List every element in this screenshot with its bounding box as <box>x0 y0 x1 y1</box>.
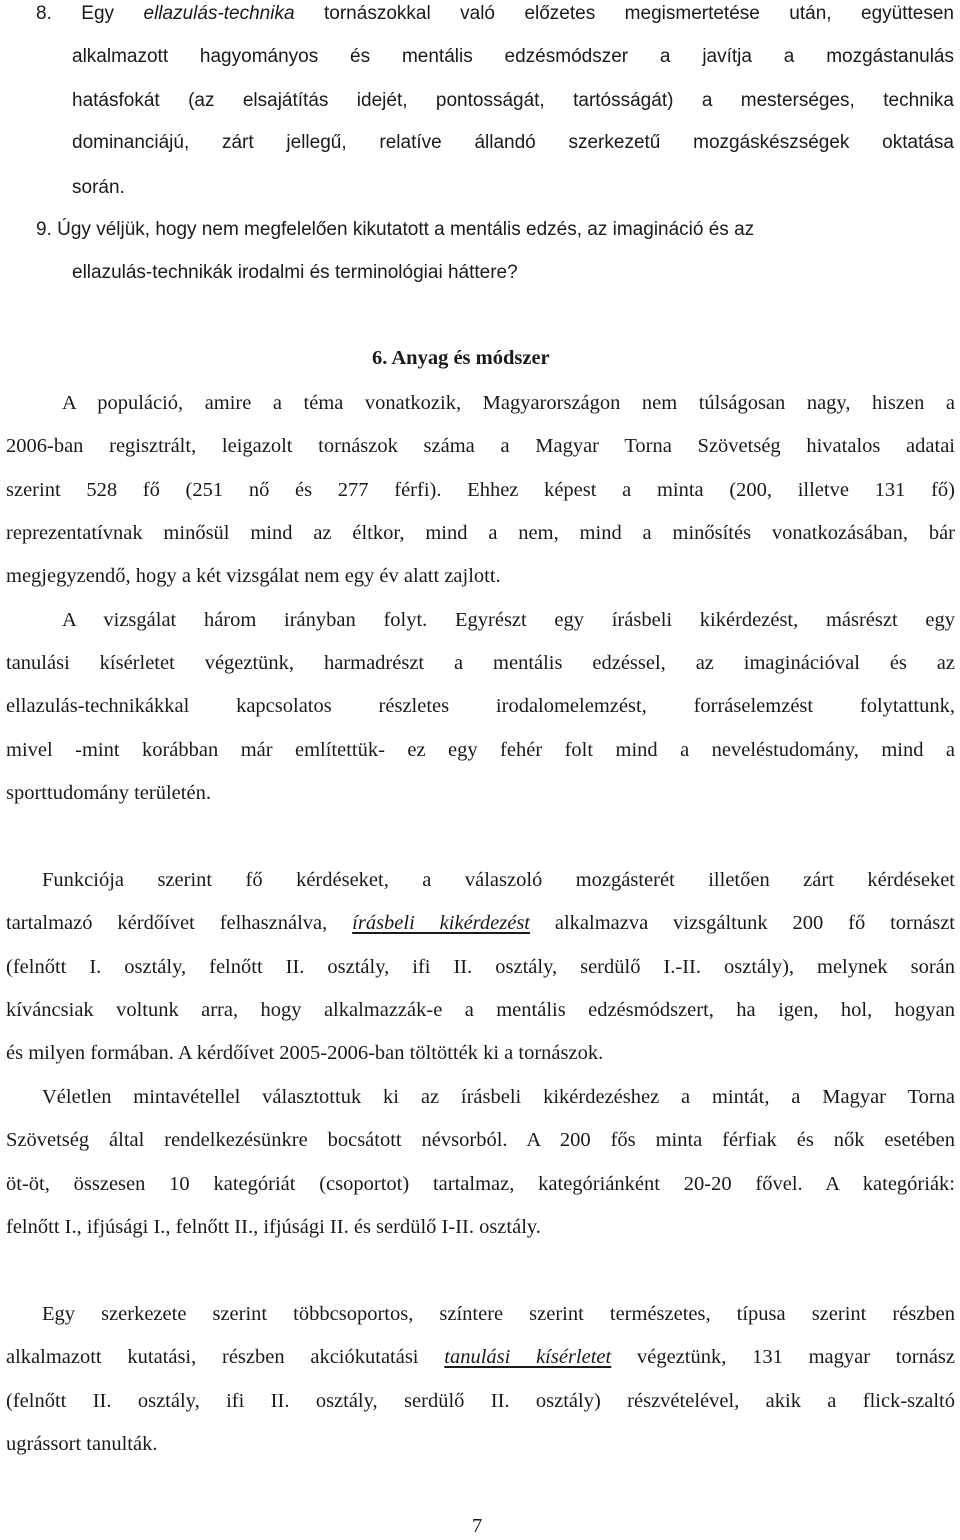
para-5-line-1: Egy szerkezete szerint többcsoportos, színtere szerint természetes, típusa szerint részben <box>42 1303 955 1325</box>
para-1-line-2: 2006-ban regisztrált, leigazolt tornászok száma a Magyar Torna Szövetség hivatalos adatai <box>6 435 955 457</box>
para-3-line-2-prefix: tartalmazó kérdőívet felhasználva, <box>6 912 353 934</box>
item-8-number-and-text: 8. Egy <box>36 3 144 24</box>
section-heading: 6. Anyag és módszer <box>372 347 550 369</box>
para-5-line-2-suffix: végeztünk, 131 magyar tornász <box>611 1346 955 1368</box>
para-4-line-1: Véletlen mintavétellel választottuk ki az írásbeli kikérdezéshez a mintát, a Magyar Torna <box>42 1086 955 1108</box>
para-3-line-3: (felnőtt I. osztály, felnőtt II. osztály, ifi II. osztály, serdülő I.-II. osztály), melynek során <box>6 956 955 978</box>
item-9-line-2: ellazulás-technikák irodalmi és terminológiai háttere? <box>72 262 518 283</box>
item-9-line-1: 9. Úgy véljük, hogy nem megfelelően kikutatott a mentális edzés, az imagináció és az <box>36 219 755 240</box>
item-8-italic-term: ellazulás-technika <box>143 3 295 24</box>
para-2-line-5: sporttudomány területén. <box>6 782 211 804</box>
para-4-line-4: felnőtt I., ifjúsági I., felnőtt II., ifjúsági II. és serdülő I-II. osztály. <box>6 1216 541 1238</box>
para-2-line-4: mivel -mint korábban már említettük- ez egy fehér folt mind a neveléstudomány, mind a <box>6 739 955 761</box>
item-8-line-1 <box>36 0 954 28</box>
para-2-line-1: A vizsgálat három irányban folyt. Egyrészt egy írásbeli kikérdezést, másrészt egy <box>62 609 955 631</box>
para-3-line-2-suffix: alkalmazva vizsgáltunk 200 fő tornászt <box>530 912 955 934</box>
para-3-line-5: és milyen formában. A kérdőívet 2005-2006-ban töltötték ki a tornászok. <box>6 1042 604 1064</box>
tanulasi-kiserletet-link[interactable]: tanulási kísérletet <box>444 1346 612 1368</box>
para-1-line-3: szerint 528 fő (251 nő és 277 férfi). Ehhez képest a minta (200, illetve 131 fő) <box>6 479 955 501</box>
para-1-line-5: megjegyzendő, hogy a két vizsgálat nem egy év alatt zajlott. <box>6 565 501 587</box>
para-3-line-4: kíváncsiak voltunk arra, hogy alkalmazzák-e a mentális edzésmódszert, ha igen, hol, hogyan <box>6 999 955 1021</box>
para-4-line-2: Szövetség által rendelkezésünkre bocsátott névsorból. A 200 fős minta férfiak és nők esetében <box>6 1129 955 1151</box>
item-8-line-4: dominanciájú, zárt jellegű, relatíve állandó szerkezetű mozgáskészségek oktatása <box>72 132 954 153</box>
item-8-line-2: alkalmazott hagyományos és mentális edzésmódszer a javítja a mozgástanulás <box>72 46 954 67</box>
para-1-line-1: A populáció, amire a téma vonatkozik, Magyarországon nem túlságosan nagy, hiszen a <box>62 392 955 414</box>
para-5-line-2-prefix: alkalmazott kutatási, részben akciókutatási <box>6 1346 445 1368</box>
para-3-line-1: Funkciója szerint fő kérdéseket, a válaszoló mozgásterét illetően zárt kérdéseket <box>42 869 955 891</box>
page-number: 7 <box>472 1515 483 1537</box>
para-5-line-2 <box>6 1343 955 1371</box>
item-8-text-rest: tornászokkal való előzetes megismertetése után, együttesen <box>294 3 954 24</box>
para-3-line-2 <box>6 909 955 937</box>
para-4-line-3: öt-öt, összesen 10 kategóriát (csoportot) tartalmaz, kategóriánként 20-20 fővel. A kategóriák: <box>6 1173 955 1195</box>
item-8-line-5: során. <box>72 177 125 198</box>
para-5-line-4: ugrássort tanulták. <box>6 1433 158 1455</box>
para-5-line-3: (felnőtt II. osztály, ifi II. osztály, serdülő II. osztály) részvételével, akik a flick-szaltó <box>6 1390 955 1412</box>
para-2-line-2: tanulási kísérletet végeztünk, harmadrészt a mentális edzéssel, az imaginációval és az <box>6 652 955 674</box>
item-8-line-3: hatásfokát (az elsajátítás idejét, pontosságát, tartósságát) a mesterséges, technika <box>72 90 954 111</box>
para-1-line-4: reprezentatívnak minősül mind az éltkor, mind a nem, mind a minősítés vonatkozásában, bár <box>6 522 955 544</box>
para-2-line-3: ellazulás-technikákkal kapcsolatos részletes irodalomelemzést, forráselemzést folytattunk, <box>6 695 955 717</box>
irasbeli-kikerdezest-link[interactable]: írásbeli kikérdezést <box>352 912 530 934</box>
